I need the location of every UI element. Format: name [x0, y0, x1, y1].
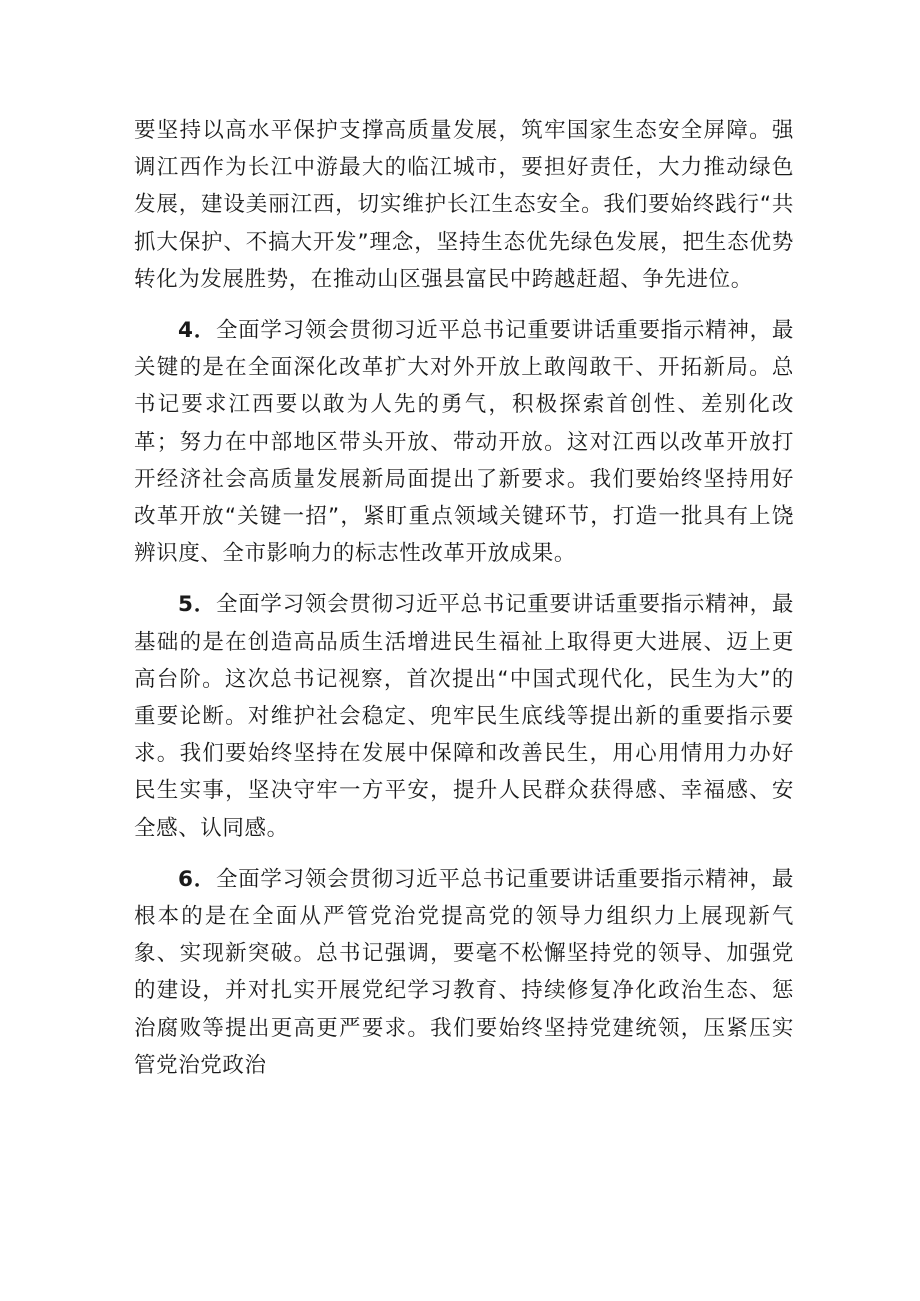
paragraph-4 [134, 312, 794, 572]
paragraph-number: 4． [178, 318, 216, 344]
paragraph-text: 全面学习领会贯彻习近平总书记重要讲话重要指示精神，最根本的是在全面从严管党治党提高党的领导力组织力上展现新气象、实现新突破。总书记强调，要毫不松懈坚持党的领导、加强党的建设，并对扎实开展党纪学习教育、持续修复净化政治生态、惩治腐败等提出更高更严要求。我们要始终坚持党建统领，压紧压实管党治党政治 [134, 866, 794, 1078]
paragraph-text: 全面学习领会贯彻习近平总书记重要讲话重要指示精神，最关键的是在全面深化改革扩大对外开放上敢闯敢干、开拓新局。总书记要求江西要以敢为人先的勇气，积极探索首创性、差别化改革；努力在中部地区带头开放、带动开放。这对江西以改革开放打开经济社会高质量发展新局面提出了新要求。我们要始终坚持用好改革开放“关键一招”，紧盯重点领域关键环节，打造一批具有上饶辨识度、全市影响力的标志性改革开放成果。 [134, 318, 794, 567]
paragraph-6 [134, 861, 794, 1084]
paragraph-continued [134, 112, 794, 298]
paragraph-text: 全面学习领会贯彻习近平总书记重要讲话重要指示精神，最基础的是在创造高品质生活增进民生福祉上取得更大进展、迈上更高台阶。这次总书记视察，首次提出“中国式现代化，民生为大”的重要论断。对维护社会稳定、兜牢民生底线等提出新的重要指示要求。我们要始终坚持在发展中保障和改善民生，用心用情用力办好民生实事，坚决守牢一方平安，提升人民群众获得感、幸福感、安全感、认同感。 [134, 592, 794, 841]
paragraph-number: 6． [178, 866, 216, 892]
paragraph-text: 要坚持以高水平保护支撑高质量发展，筑牢国家生态安全屏障。强调江西作为长江中游最大的临江城市，要担好责任，大力推动绿色发展，建设美丽江西，切实维护长江生态安全。我们要始终践行“共抓大保护、不搞大开发”理念，坚持生态优先绿色发展，把生态优势转化为发展胜势，在推动山区强县富民中跨越赶超、争先进位。 [134, 118, 794, 292]
paragraph-number: 5． [178, 592, 216, 618]
document-body [134, 112, 794, 1098]
paragraph-5 [134, 586, 794, 846]
